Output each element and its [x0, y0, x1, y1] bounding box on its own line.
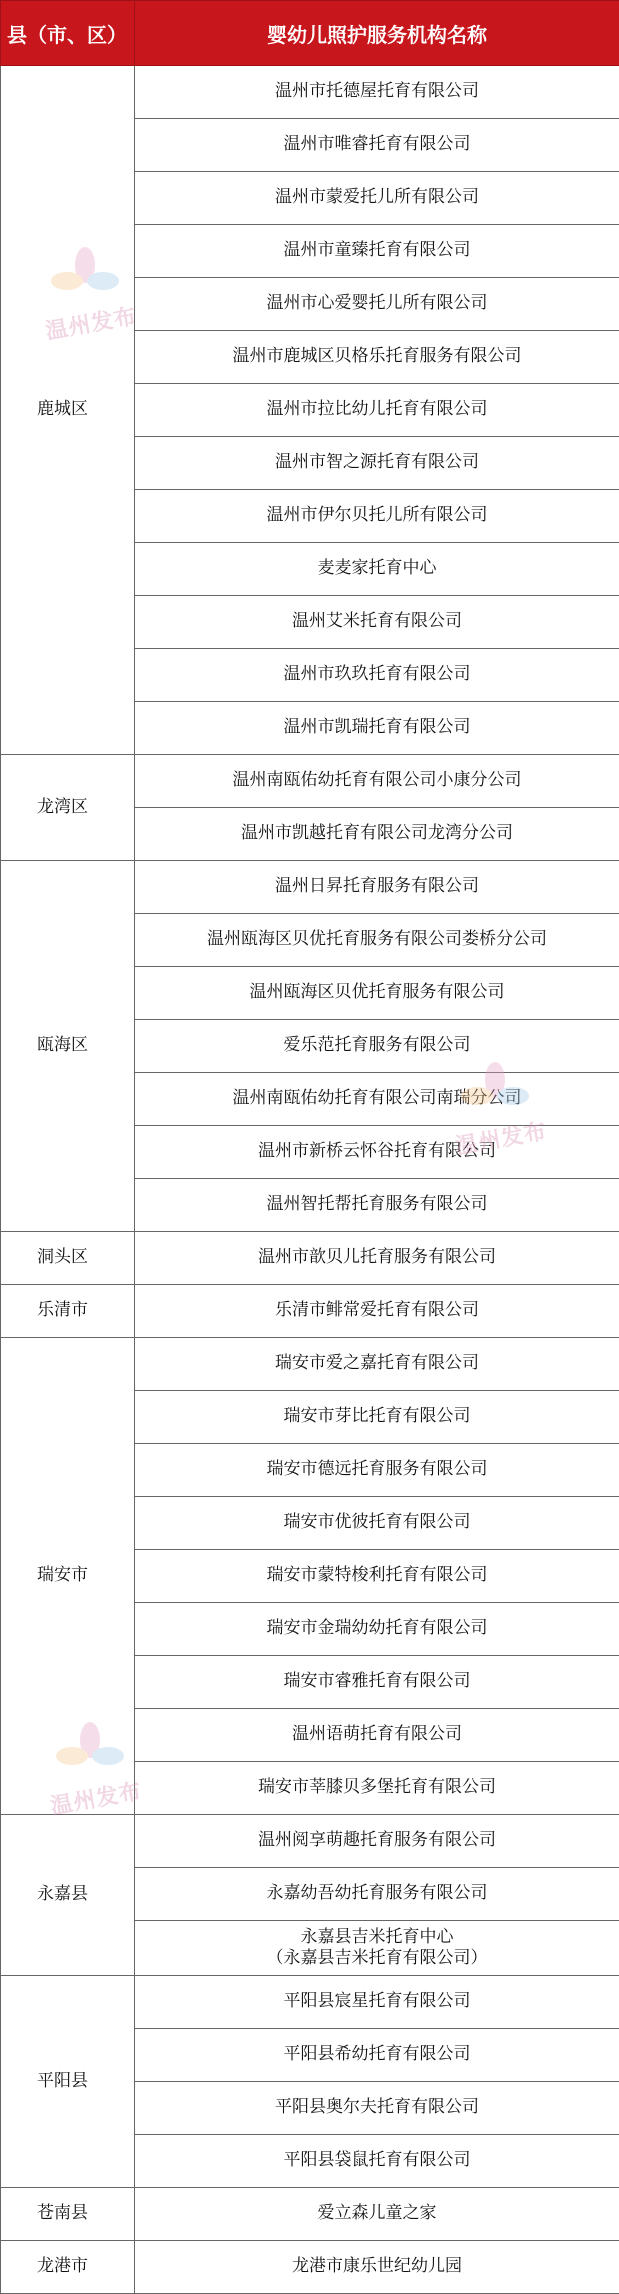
table-row — [1, 66, 619, 119]
institution-name-cell: 平阳县宸星托育有限公司 — [135, 1976, 619, 2029]
institution-name-cell: 温州市蒙爱托儿所有限公司 — [135, 172, 619, 225]
institution-name-cell: 温州市伊尔贝托儿所有限公司 — [135, 490, 619, 543]
institution-name-cell: 温州市凯越托育有限公司龙湾分公司 — [135, 808, 619, 861]
table-body — [1, 66, 619, 2294]
county-cell: 苍南县 — [1, 2188, 135, 2241]
institution-name-cell: 温州智托帮托育服务有限公司 — [135, 1179, 619, 1232]
table-row — [1, 2188, 619, 2241]
header-county: 县（市、区） — [1, 1, 135, 66]
table-row — [1, 2241, 619, 2294]
institution-name-cell: 温州市唯睿托育有限公司 — [135, 119, 619, 172]
institution-name-cell: 温州市玖玖托育有限公司 — [135, 649, 619, 702]
county-cell: 鹿城区 — [1, 66, 135, 755]
institution-name-cell: 温州市拉比幼儿托育有限公司 — [135, 384, 619, 437]
county-cell: 瑞安市 — [1, 1338, 135, 1815]
institution-name-cell: 温州语萌托育有限公司 — [135, 1709, 619, 1762]
institution-name-cell: 温州南瓯佑幼托育有限公司小康分公司 — [135, 755, 619, 808]
institution-name-cell: 永嘉幼吾幼托育服务有限公司 — [135, 1868, 619, 1921]
institution-name-cell: 温州南瓯佑幼托育有限公司南瑞分公司 — [135, 1073, 619, 1126]
institution-alt-name-line: （永嘉县吉米托育有限公司） — [135, 1948, 619, 1969]
institution-name-cell: 温州艾米托育有限公司 — [135, 596, 619, 649]
institution-name-cell: 温州阅享萌趣托育服务有限公司 — [135, 1815, 619, 1868]
institution-name-cell: 温州日昇托育服务有限公司 — [135, 861, 619, 914]
county-cell: 龙港市 — [1, 2241, 135, 2294]
table-row — [1, 755, 619, 808]
county-cell: 永嘉县 — [1, 1815, 135, 1976]
institution-name-cell: 麦麦家托育中心 — [135, 543, 619, 596]
institution-name-cell: 温州市歆贝儿托育服务有限公司 — [135, 1232, 619, 1285]
institution-name-cell: 瑞安市爱之嘉托育有限公司 — [135, 1338, 619, 1391]
institution-name-cell: 瑞安市睿雅托育有限公司 — [135, 1656, 619, 1709]
institution-name-cell: 温州瓯海区贝优托育服务有限公司 — [135, 967, 619, 1020]
institution-name-cell: 瑞安市金瑞幼幼托育有限公司 — [135, 1603, 619, 1656]
institution-name-cell: 平阳县希幼托育有限公司 — [135, 2029, 619, 2082]
institution-name-cell: 温州市鹿城区贝格乐托育服务有限公司 — [135, 331, 619, 384]
county-cell: 龙湾区 — [1, 755, 135, 861]
institution-name-cell: 瑞安市优彼托育有限公司 — [135, 1497, 619, 1550]
institution-name-cell: 温州市童臻托育有限公司 — [135, 225, 619, 278]
watermark-text: 温州发布 — [453, 1114, 549, 1161]
institution-name-cell: 温州瓯海区贝优托育服务有限公司娄桥分公司 — [135, 914, 619, 967]
institution-name-cell: 瑞安市芽比托育有限公司 — [135, 1391, 619, 1444]
table-row — [1, 1815, 619, 1868]
institution-name-cell: 温州市新桥云怀谷托育有限公司 — [135, 1126, 619, 1179]
table-row — [1, 861, 619, 914]
institution-name-cell: 平阳县奥尔夫托育有限公司 — [135, 2082, 619, 2135]
table-row — [1, 1338, 619, 1391]
institution-name-cell: 瑞安市莘膝贝多堡托育有限公司 — [135, 1762, 619, 1815]
county-cell: 瓯海区 — [1, 861, 135, 1232]
institution-name-cell: 瑞安市德远托育服务有限公司 — [135, 1444, 619, 1497]
institution-name-cell — [135, 1921, 619, 1976]
header-institution-name: 婴幼儿照护服务机构名称 — [135, 1, 619, 66]
institution-name-cell: 乐清市鲱常爱托育有限公司 — [135, 1285, 619, 1338]
institution-name-line: 永嘉县吉米托育中心 — [135, 1927, 619, 1948]
institution-name-cell: 平阳县袋鼠托育有限公司 — [135, 2135, 619, 2188]
table-header-row — [1, 1, 619, 66]
institution-name-cell: 瑞安市蒙特梭利托育有限公司 — [135, 1550, 619, 1603]
watermark-text: 温州发布 — [48, 1774, 144, 1821]
institution-name-cell: 温州市智之源托育有限公司 — [135, 437, 619, 490]
institution-name-cell: 爱立森儿童之家 — [135, 2188, 619, 2241]
table-row — [1, 1232, 619, 1285]
institution-name-cell: 温州市托德屋托育有限公司 — [135, 66, 619, 119]
institution-name-cell: 爱乐范托育服务有限公司 — [135, 1020, 619, 1073]
watermark-text: 温州发布 — [43, 299, 139, 346]
county-cell: 洞头区 — [1, 1232, 135, 1285]
table-row — [1, 1976, 619, 2029]
institution-name-cell: 温州市凯瑞托育有限公司 — [135, 702, 619, 755]
table-row — [1, 1285, 619, 1338]
institution-name-cell: 温州市心爱婴托儿所有限公司 — [135, 278, 619, 331]
institution-name-cell: 龙港市康乐世纪幼儿园 — [135, 2241, 619, 2294]
county-cell: 平阳县 — [1, 1976, 135, 2188]
county-cell: 乐清市 — [1, 1285, 135, 1338]
